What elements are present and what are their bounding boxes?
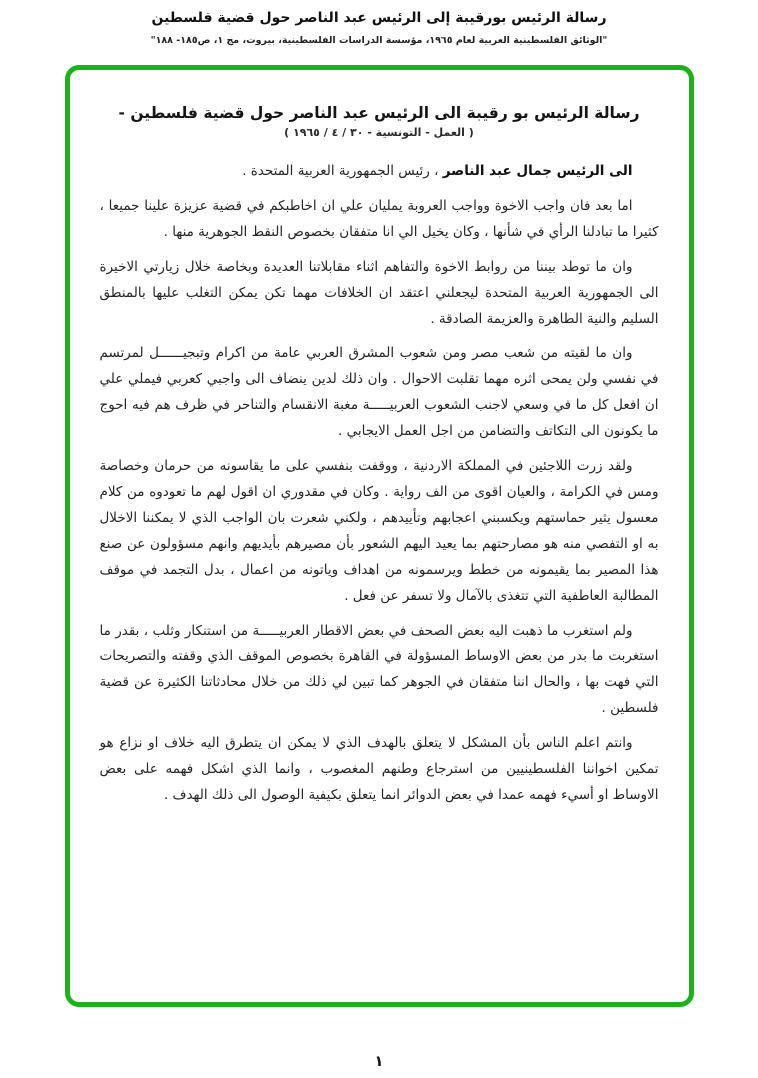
letter-salutation <box>100 159 659 185</box>
letter-document <box>100 104 659 809</box>
letter-paragraph-4: ولقد زرت اللاجئين في المملكة الاردنية ، ووقفت بنفسي على ما يقاسونه من حرمان وخصاصة ومس في الكرامة ، والعيان اقوى من الف رواية . وكان في مقدوري ان اقول لهم ما تعودوه من كلام معسول يثير حماستهم ويكسبني اعجابهم وتأييدهم ، ولكني شعرت بان الواجب الذي لا يمكننا الاخلال به او التفصي منه هو مصارحتهم بما يعيد اليهم الشعور بأن مصيرهم بأيديهم وانهم مسؤولون عن صنع هذا المصير بما يقيمونه من خطط ويرسمونه من اهداف وياتونه من اعمال ، بدل التجمد في موقف المطالبة العاطفية التي تتغذى بالآمال ولا تسفر عن فعل . <box>99 458 659 604</box>
addressee-title: ، رئيس الجمهورية العربية المتحدة . <box>242 163 443 179</box>
page-number: ١ <box>374 1052 384 1070</box>
letter-paragraph-2: وان ما توطد بيننا من روابط الاخوة والتفاهم اثناء مقابلاتنا العديدة وبخاصة خلال زيارتي الاخيرة الى الجمهورية العربية المتحدة ليجعلني اعتقد ان الخلافات مهما تكن يمكن التغلب عليها بالمنطق السليم والنية الطاهرة والعزيمة الصادقة . <box>99 258 659 327</box>
letter-title: رسالة الرئيس بو رقيبة الى الرئيس عبد الناصر حول قضية فلسطين - <box>118 104 640 122</box>
source-citation: "الوثائق الفلسطينية العربية لعام ١٩٦٥، مؤسسة الدراسات الفلسطينية، بيروت، مج ١، ص١٨٥- ١٨٨" <box>150 35 608 46</box>
header-title: رسالة الرئيس بورقيبة إلى الرئيس عبد الناصر حول قضية فلسطين <box>151 10 607 26</box>
letter-paragraph-3: وان ما لقيته من شعب مصر ومن شعوب المشرق العربي عامة من اكرام وتبجيــــــل لمرتسم في نفسي ولن يمحى اثره مهما تقلبت الاحوال . وان ذلك لدين ينضاف الى واجبي كعربي فيملي علي ان افعل كل ما في وسعي لاجنب الشعوب العربيـــــة مغبة الانقسام والتناحر في ظرف هم فيه احوج ما يكونون الى التكاتف والتضامن من اجل العمل الايجابي . <box>99 345 659 440</box>
letter-subtitle: ( العمل - التونسية - ٣٠ / ٤ / ١٩٦٥ ) <box>284 126 474 139</box>
letter-paragraph-1: اما بعد فان واجب الاخوة وواجب العروبة يمليان علي ان اخاطبكم في قضية عزيزة علينا جميعا ، كثيرا ما تبادلنا الرأي في شأنها ، وكان يخيل الي انا متفقان بخصوص النقط الجوهرية منها . <box>99 197 659 240</box>
page-header <box>0 0 758 46</box>
addressee-name: الى الرئيس جمال عبد الناصر <box>442 163 633 179</box>
document-scan-frame <box>65 65 694 1007</box>
letter-paragraph-6: وانتم اعلم الناس بأن المشكل لا يتعلق بالهدف الذي لا يمكن ان يتطرق اليه خلاف او نزاع هو تمكين اخواننا الفلسطينيين من استرجاع وطنهم المغصوب ، وانما الذي اشكل فهمه على بعض الاوساط او أسيء فهمه عمدا في بعض الدوائر انما يتعلق بكيفية الوصول الى ذلك الهدف . <box>99 735 659 803</box>
letter-paragraph-5: ولم استغرب ما ذهبت اليه بعض الصحف في بعض الاقطار العربيـــــة من استنكار وثلب ، بقدر ما استغربت ما بدر من بعض الاوساط المسؤولة في القاهرة بخصوص الموقف الذي وقفته والتصريحات التي فهت بها ، والحال اننا متفقان في الجوهر كما تبين لي ذلك من خلال محادثاتنا الكثيرة عن قضية فلسطين . <box>99 622 659 717</box>
